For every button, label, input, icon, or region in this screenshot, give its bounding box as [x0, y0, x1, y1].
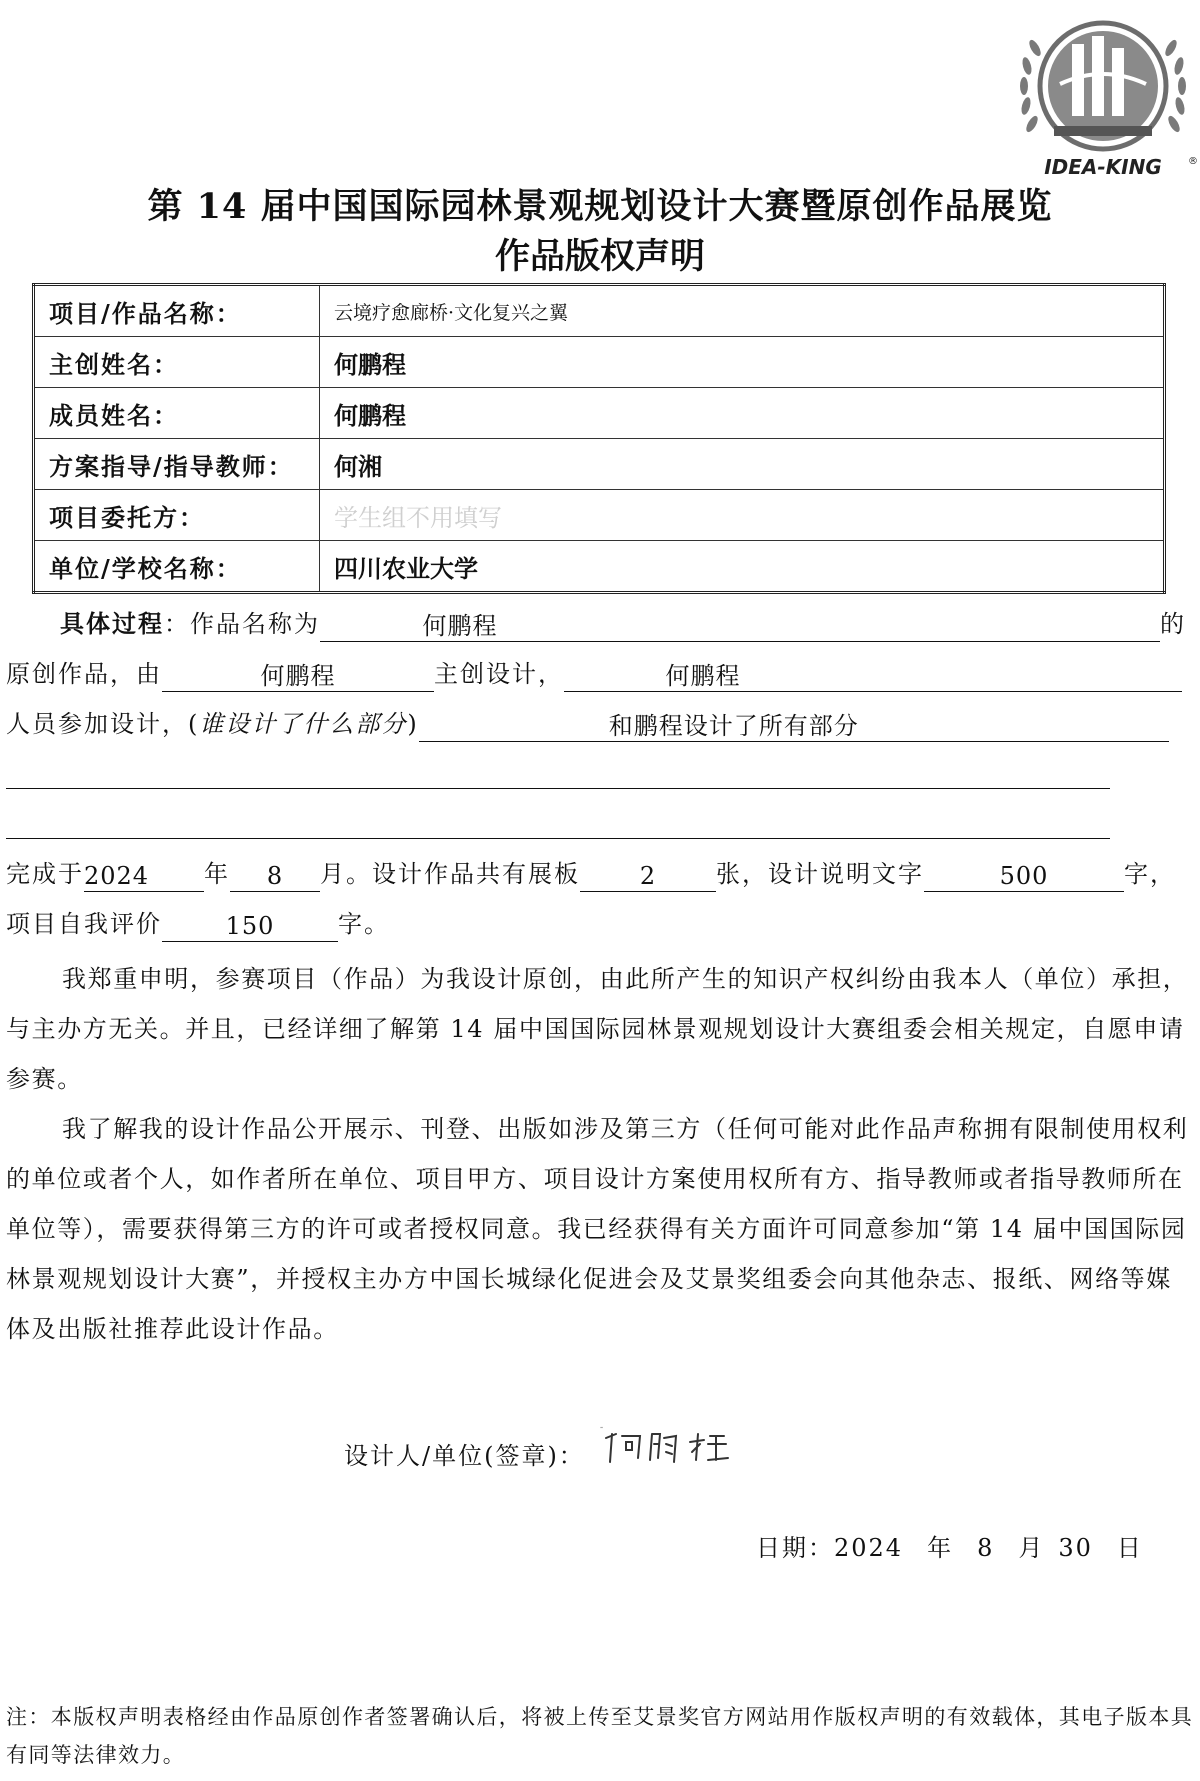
blank-line: [6, 788, 1110, 789]
process-label: 具体过程: [60, 609, 164, 638]
signature-label: 设计人/单位(签章)：: [344, 1442, 585, 1470]
date-year: 2024: [834, 1534, 904, 1562]
lead-designer-label: 主创姓名：: [34, 337, 320, 388]
logo-text: IDEA-KING: [1044, 155, 1162, 179]
declaration-paragraph-1: 我郑重申明，参赛项目（作品）为我设计原创，由此所产生的知识产权纠纷由我本人（单位）承担，与主办方无关。并且，已经详细了解第 14 届中国国际园林景观规划设计大赛组委会相关规定，自愿申请参赛。: [6, 965, 1189, 1093]
table-row: [34, 388, 1165, 439]
client-value: 学生组不用填写: [320, 490, 1165, 541]
lead-designer-value: 何鹏程: [320, 337, 1165, 388]
process-line-3: 人员参加设计，(谁设计了什么部分) 和鹏程设计了所有部分: [6, 706, 1169, 742]
school-value: 四川农业大学: [320, 541, 1165, 593]
handwritten-signature: [600, 1428, 740, 1468]
declaration-body: [6, 954, 1194, 1354]
table-row: [34, 490, 1165, 541]
completion-line-1: 完成于2024 年 8 月。设计作品共有展板 2 张，设计说明文字 500 字，: [6, 860, 1176, 890]
year-blank: 2024: [84, 861, 204, 892]
advisor-label: 方案指导/指导教师：: [34, 439, 320, 490]
declaration-paragraph-2: 我了解我的设计作品公开展示、刊登、出版如涉及第三方（任何可能对此作品声称拥有限制使用权利的单位或者个人，如作者所在单位、项目甲方、项目设计方案使用权所有方、指导教师或者指导教师所在单位等），需要获得第三方的许可或者授权同意。我已经获得有关方面许可同意参加“第 14 届中国国际园林景观规划设计大赛”，并授权主办方中国长城绿化促进会及艾景奖组委会向其他杂志、报纸、网络等媒体及出版社推荐此设计作品。: [6, 1115, 1189, 1343]
process-line-2: 原创作品，由 何鹏程 主创设计， 何鹏程: [6, 656, 1182, 692]
signing-date: 日期：2024 年 8 月 30 日: [756, 1534, 1143, 1562]
work-name-blank: 何鹏程: [320, 611, 1160, 642]
table-row: [34, 337, 1165, 388]
table-row: [34, 439, 1165, 490]
document-title: 第 14 届中国国际园林景观规划设计大赛暨原创作品展览: [147, 186, 1053, 227]
words-blank: 500: [924, 861, 1124, 892]
school-label: 单位/学校名称：: [34, 541, 320, 593]
registered-mark: ®: [1188, 156, 1198, 167]
table-row: [34, 541, 1165, 593]
project-name-value: 云境疗愈廊桥·文化复兴之翼: [320, 285, 1165, 337]
client-label: 项目委托方：: [34, 490, 320, 541]
info-table: [32, 283, 1166, 594]
idea-king-logo: [1010, 14, 1196, 184]
date-day: 30: [1058, 1534, 1093, 1562]
lead-designer-blank: 何鹏程: [162, 661, 434, 692]
members-blank: 何鹏程: [564, 661, 1182, 692]
members-value: 何鹏程: [320, 388, 1165, 439]
footnote: 注：本版权声明表格经由作品原创作者签署确认后，将被上传至艾景奖官方网站用作版权声明的有效载体，其电子版本具有同等法律效力。: [6, 1705, 1194, 1767]
project-name-label: 项目/作品名称：: [34, 285, 320, 337]
process-line-1: 具体过程：作品名称为 何鹏程 的: [60, 609, 1186, 640]
date-month: 8: [977, 1534, 995, 1562]
advisor-value: 何湘: [320, 439, 1165, 490]
boards-blank: 2: [580, 861, 716, 892]
document-subtitle: 作品版权声明: [494, 236, 705, 277]
svg-text:何鹏程: [600, 1426, 603, 1429]
division-blank: 和鹏程设计了所有部分: [419, 711, 1169, 742]
month-blank: 8: [230, 861, 320, 892]
eval-words-blank: 150: [162, 911, 338, 942]
division-hint: 谁设计了什么部分: [199, 710, 408, 738]
blank-line: [6, 838, 1110, 839]
table-row: [34, 285, 1165, 337]
completion-line-2: 项目自我评价 150 字。: [6, 910, 390, 940]
members-label: 成员姓名：: [34, 388, 320, 439]
